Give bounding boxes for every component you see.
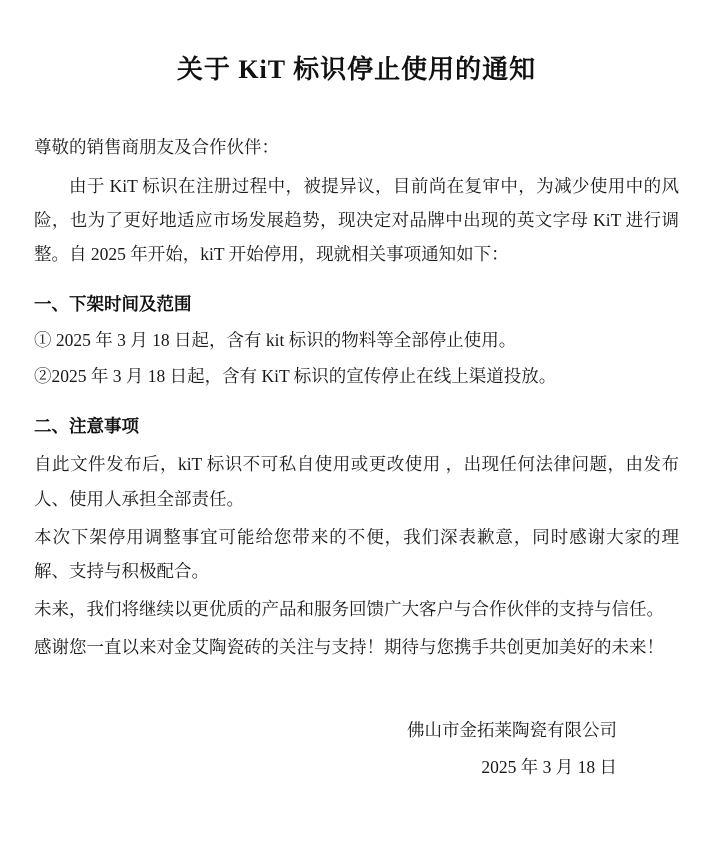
notes-paragraph: 未来，我们将继续以更优质的产品和服务回馈广大客户与合作伙伴的支持与信任。 — [34, 598, 664, 619]
notes-paragraph: 自此文件发布后，kiT 标识不可私自使用或更改使用 ，出现任何法律问题，由发布人、使用人承担全部责任。 — [34, 454, 679, 509]
list-item: ②2025 年 3 月 18 日起，含有 KiT 标识的宣传停止在线上渠道投放。 — [34, 366, 557, 387]
page-title: 关于 KiT 标识停止使用的通知 — [176, 55, 537, 84]
document-body — [30, 130, 683, 664]
signature-block — [30, 712, 683, 786]
section-heading-scope: 一、下架时间及范围 — [34, 293, 192, 314]
intro-paragraph: 由于 KiT 标识在注册过程中，被提异议，目前尚在复审中，为减少使用中的风险，也为了更好地适应市场发展趋势，现决定对品牌中出现的英文字母 KiT 进行调整。自 2025 年开始，kiT 开始停用，现就相关事项通知如下： — [34, 175, 679, 264]
section-heading-notes: 二、注意事项 — [34, 416, 139, 437]
spacer — [34, 271, 679, 277]
list-item: ① 2025 年 3 月 18 日起，含有 kit 标识的物料等全部停止使用。 — [34, 330, 517, 351]
notes-paragraph: 本次下架停用调整事宜可能给您带来的不便，我们深表歉意，同时感谢大家的理解、支持与积极配合。 — [34, 526, 679, 581]
spacer — [34, 393, 679, 399]
signature-company: 佛山市金拓莱陶瓷有限公司 — [407, 720, 617, 741]
signature-date: 2025 年 3 月 18 日 — [481, 756, 617, 777]
salutation: 尊敬的销售商朋友及合作伙伴： — [34, 137, 279, 158]
notes-paragraph: 感谢您一直以来对金艾陶瓷砖的关注与支持！期待与您携手共创更加美好的未来！ — [34, 637, 664, 658]
